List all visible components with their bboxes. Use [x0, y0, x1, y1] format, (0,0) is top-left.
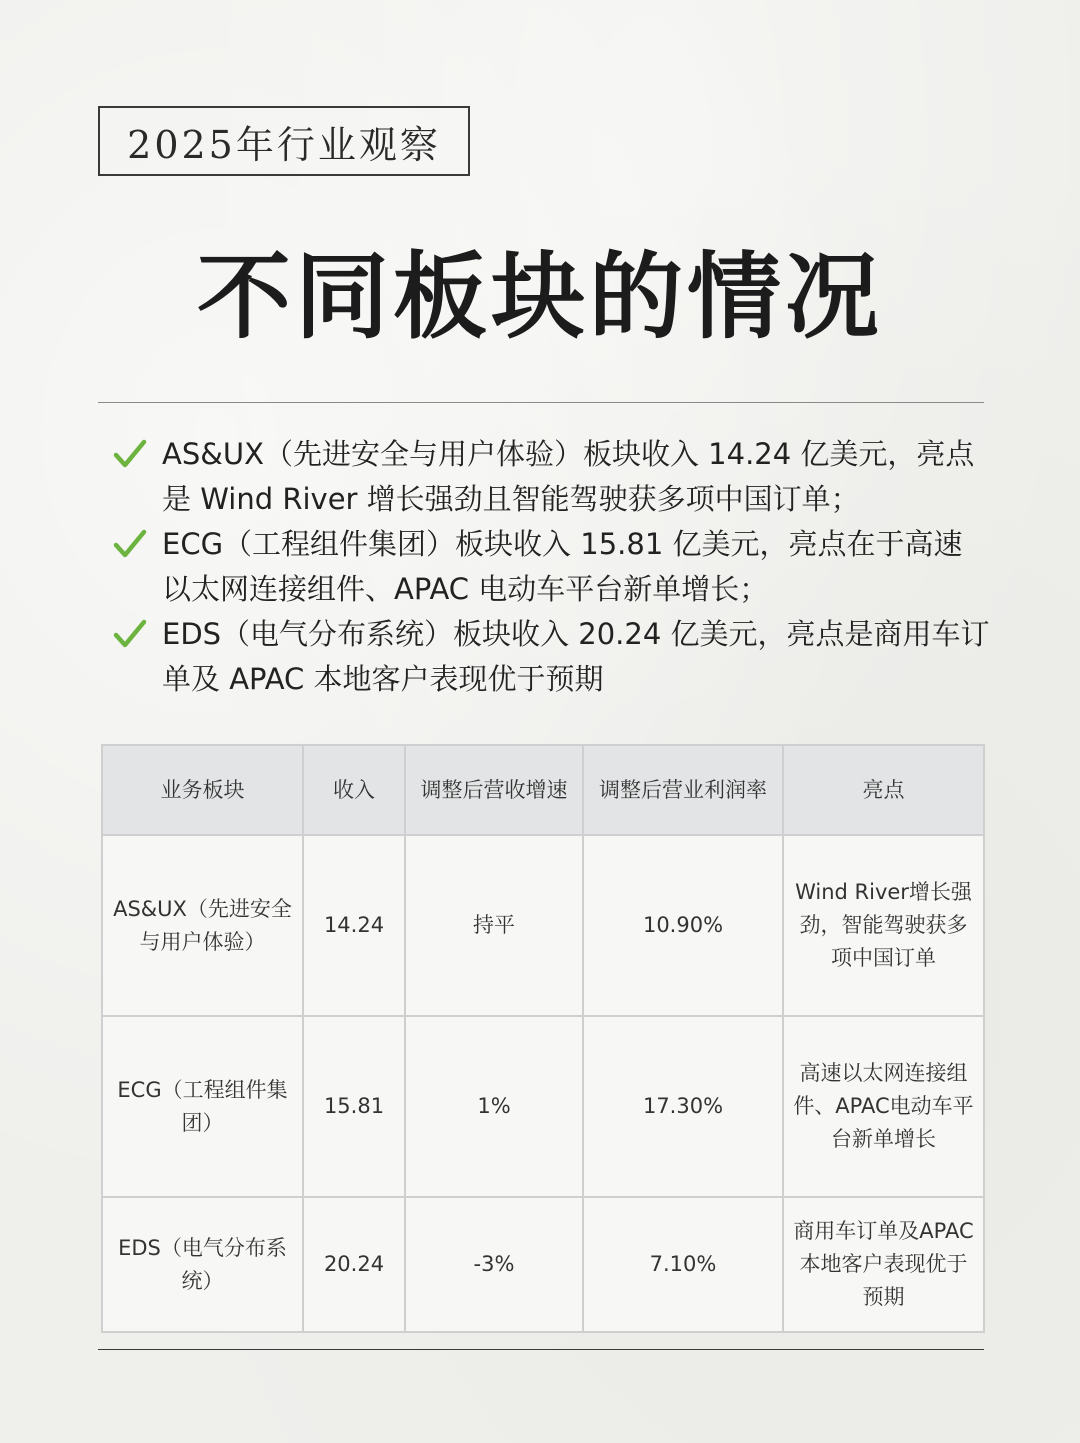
bullet-text: ECG（工程组件集团）板块收入 15.81 亿美元，亮点在于高速以太网连接组件、APAC 电动车平台新单增长；: [162, 527, 963, 606]
cell-highlights: 商用车订单及APAC本地客户表现优于预期: [783, 1197, 984, 1332]
cell-growth: 1%: [405, 1016, 583, 1197]
checkmark-icon: [112, 526, 148, 562]
cell-segment: AS&UX（先进安全与用户体验）: [102, 835, 303, 1016]
cell-revenue: 15.81: [303, 1016, 405, 1197]
header-highlights: 亮点: [783, 745, 984, 835]
table-row: [102, 835, 984, 1016]
table-row: [102, 1016, 984, 1197]
cell-highlights: 高速以太网连接组件、APAC电动车平台新单增长: [783, 1016, 984, 1197]
bullet-item: [110, 612, 990, 702]
bullet-text: EDS（电气分布系统）板块收入 20.24 亿美元，亮点是商用车订单及 APAC 本地客户表现优于预期: [162, 617, 990, 696]
cell-segment: EDS（电气分布系统）: [102, 1197, 303, 1332]
checkmark-icon: [112, 436, 148, 472]
cell-revenue: 14.24: [303, 835, 405, 1016]
segment-table: [101, 744, 983, 1333]
cell-growth: -3%: [405, 1197, 583, 1332]
bullet-text: AS&UX（先进安全与用户体验）板块收入 14.24 亿美元，亮点是 Wind River 增长强劲且智能驾驶获多项中国订单；: [162, 437, 975, 516]
cell-highlights: Wind River增长强劲，智能驾驶获多项中国订单: [783, 835, 984, 1016]
divider-top: [98, 402, 984, 403]
divider-bottom: [98, 1349, 984, 1350]
cell-margin: 10.90%: [583, 835, 783, 1016]
header-revenue: 收入: [303, 745, 405, 835]
bullet-item: [110, 522, 990, 612]
checkmark-icon: [112, 616, 148, 652]
category-tag: [98, 106, 470, 176]
cell-segment: ECG（工程组件集团）: [102, 1016, 303, 1197]
cell-revenue: 20.24: [303, 1197, 405, 1332]
header-segment: 业务板块: [102, 745, 303, 835]
category-tag-label: 2025年行业观察: [127, 122, 441, 167]
header-margin: 调整后营业利润率: [583, 745, 783, 835]
table-row: [102, 1197, 984, 1332]
bullet-list: [110, 432, 990, 702]
cell-margin: 7.10%: [583, 1197, 783, 1332]
page-title: 不同板块的情况: [196, 242, 883, 352]
table-header-row: [102, 745, 984, 835]
bullet-item: [110, 432, 990, 522]
cell-growth: 持平: [405, 835, 583, 1016]
cell-margin: 17.30%: [583, 1016, 783, 1197]
header-growth: 调整后营收增速: [405, 745, 583, 835]
